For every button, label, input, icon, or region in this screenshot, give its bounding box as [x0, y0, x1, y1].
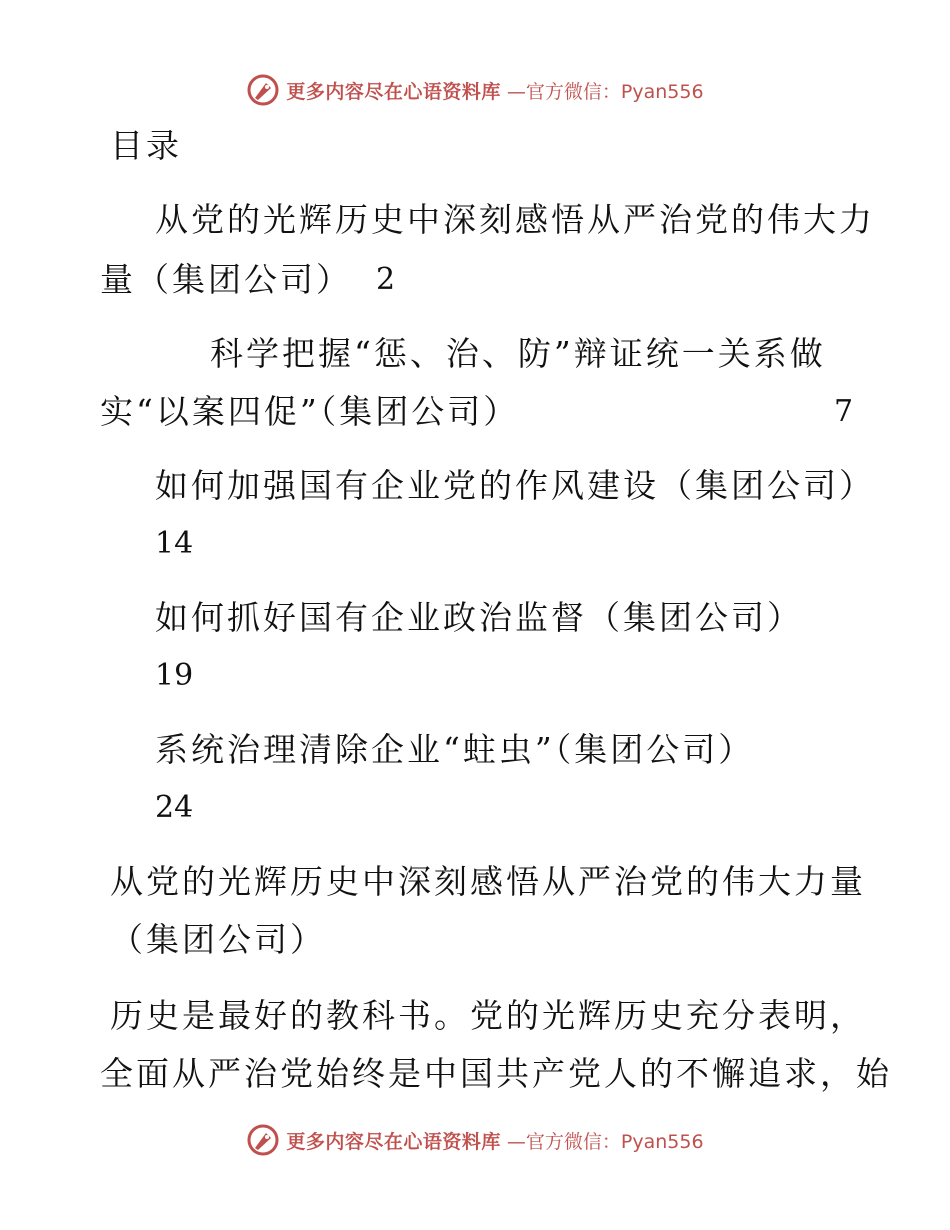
toc-entry-title-line1: 如何抓好国有企业政治监督（集团公司） — [155, 598, 803, 637]
pen-nib-logo-icon — [246, 1123, 280, 1157]
watermark-text: 更多内容尽在心语资料库 — [286, 1130, 501, 1153]
toc-entry-page: 14 — [155, 526, 194, 561]
watermark-suffix: —官方微信：Pyan556 — [506, 80, 704, 103]
toc-entry-title-line1: 科学把握“惩、治、防”辩证统一关系做 — [210, 334, 826, 373]
article-title-line2: （集团公司） — [110, 920, 326, 959]
toc-entry-page: 7 — [834, 394, 854, 429]
toc-entry-title-line1: 从党的光辉历史中深刻感悟从严治党的伟大力 — [155, 200, 875, 239]
toc-entry-title-line1: 系统治理清除企业“蛀虫”（集团公司） — [155, 730, 755, 769]
article-title-line1: 从党的光辉历史中深刻感悟从严治党的伟大力量 — [110, 862, 866, 901]
toc-title: 目录 — [110, 126, 182, 165]
toc-entry-title-line2: 量（集团公司） — [100, 260, 352, 299]
toc-entry-page: 24 — [155, 790, 194, 825]
toc-entry-page: 19 — [155, 658, 194, 693]
watermark-suffix: —官方微信：Pyan556 — [506, 1130, 704, 1153]
header-watermark — [0, 70, 950, 110]
pen-nib-logo-icon — [246, 73, 280, 107]
footer-watermark — [0, 1120, 950, 1160]
toc-entry-title-line1: 如何加强国有企业党的作风建设（集团公司） — [155, 466, 875, 505]
toc-entry-page: 2 — [376, 262, 396, 297]
watermark-text: 更多内容尽在心语资料库 — [286, 80, 501, 103]
toc-entry-title-line2: 实“以案四促”（集团公司） — [100, 392, 520, 431]
article-body-line2: 全面从严治党始终是中国共产党人的不懈追求，始 — [100, 1054, 892, 1093]
article-body-line1: 历史是最好的教科书。党的光辉历史充分表明， — [110, 996, 866, 1035]
